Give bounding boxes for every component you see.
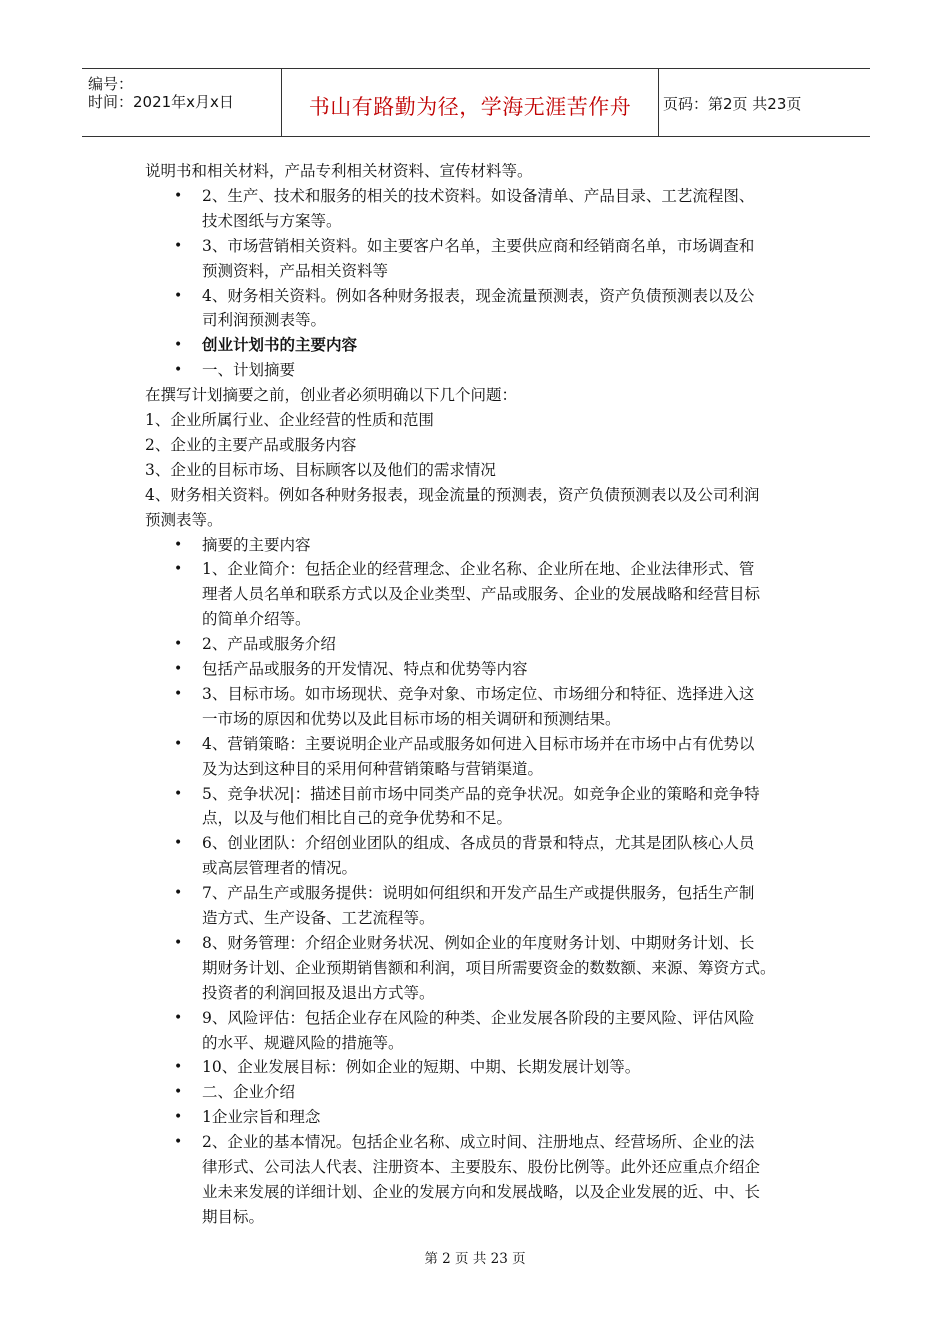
text-line: 点，以及与他们相比自己的竞争优势和不足。 (202, 809, 513, 828)
bullet-marker: • (174, 685, 183, 702)
header-meta-cell (82, 69, 282, 136)
text-line: 期财务计划、企业预期销售额和利润，项目所需要资金的数数额、来源、筹资方式。 (202, 958, 776, 977)
text-line: 的简单介绍等。 (202, 610, 311, 629)
section-heading: 创业计划书的主要内容 (202, 335, 358, 355)
bullet-marker: • (174, 1084, 183, 1101)
bullet-marker: • (174, 1109, 183, 1126)
text-line: 的水平、规避风险的措施等。 (202, 1033, 404, 1052)
text-line: 7、产品生产或服务提供：说明如何组织和开发产品生产或提供服务，包括生产制 (202, 884, 755, 903)
text-line: 一、计划摘要 (202, 361, 296, 380)
text-line: 3、企业的目标市场、目标顾客以及他们的需求情况 (145, 460, 496, 479)
text-line: 1企业宗旨和理念 (202, 1108, 321, 1127)
bullet-marker: • (174, 287, 183, 304)
bullet-marker: • (174, 337, 183, 354)
text-line: 造方式、生产设备、工艺流程等。 (202, 909, 435, 927)
text-line: 2、企业的基本情况。包括企业名称、成立时间、注册地点、经营场所、企业的法 (202, 1133, 755, 1152)
bullet-marker: • (174, 536, 183, 553)
text-line: 律形式、公司法人代表、注册资本、主要股东、股份比例等。此外还应重点介绍企 (202, 1158, 761, 1176)
text-line: 期目标。 (202, 1207, 265, 1226)
text-line: 司利润预测表等。 (202, 311, 327, 330)
bullet-marker: • (174, 735, 183, 752)
text-line: 投资者的利润回报及退出方式等。 (202, 983, 435, 1002)
text-line: 3、市场营销相关资料。如主要客户名单，主要供应商和经销商名单，市场调查和 (202, 236, 755, 255)
text-line: 一市场的原因和优势以及此目标市场的相关调研和预测结果。 (202, 709, 621, 728)
text-line: 技术图纸与方案等。 (202, 211, 342, 230)
bullet-marker: • (174, 362, 183, 379)
text-line: 1、企业简介：包括企业的经营理念、企业名称、企业所在地、企业法律形式、管 (202, 560, 755, 579)
text-line: 3、目标市场。如市场现状、竞争对象、市场定位、市场细分和特征、选择进入这 (202, 684, 755, 703)
header-motto-cell (282, 69, 659, 136)
bullet-marker: • (174, 561, 183, 578)
bullet-marker: • (174, 636, 183, 653)
bullet-marker: • (174, 885, 183, 902)
text-line: 在撰写计划摘要之前，创业者必须明确以下几个问题： (145, 386, 518, 405)
text-line: 或高层管理者的情况。 (202, 859, 358, 878)
text-line: 5、竞争状况|：描述目前市场中同类产品的竞争状况。如竞争企业的策略和竞争特 (202, 784, 760, 803)
text-line: 理者人员名单和联系方式以及企业类型、产品或服务、企业的发展战略和经营目标 (202, 585, 761, 604)
header-page-cell (659, 69, 870, 136)
text-line: 4、财务相关资料。例如各种财务报表，现金流量预测表，资产负债预测表以及公 (202, 286, 755, 305)
document-date: 时间：2021年x月x日 (88, 93, 234, 111)
bullet-marker: • (174, 661, 183, 677)
text-line: 二、企业介绍 (202, 1083, 296, 1102)
bullet-marker: • (174, 187, 183, 204)
text-line: 2、产品或服务介绍 (202, 635, 336, 654)
page-header (82, 68, 870, 137)
text-line: 10、企业发展目标：例如企业的短期、中期、长期发展计划等。 (202, 1058, 641, 1077)
text-line: 4、营销策略：主要说明企业产品或服务如何进入目标市场并在市场中占有优势以 (202, 734, 755, 753)
header-page-code: 页码：第2页 共23页 (663, 95, 802, 113)
text-line: 4、财务相关资料。例如各种财务报表，现金流量的预测表，资产负债预测表以及公司利润 (145, 485, 760, 504)
text-line: 及为达到这种目的采用何种营销策略与营销渠道。 (202, 759, 544, 778)
text-line: 预测表等。 (145, 510, 223, 529)
text-line: 包括产品或服务的开发情况、特点和优势等内容 (202, 660, 528, 678)
text-line: 2、生产、技术和服务的相关的技术资料。如设备清单、产品目录、工艺流程图、 (202, 186, 755, 205)
header-motto: 书山有路勤为径，学海无涯苦作舟 (308, 95, 632, 119)
bullet-marker: • (174, 1134, 183, 1151)
text-line: 2、企业的主要产品或服务内容 (145, 435, 357, 454)
text-line: 业未来发展的详细计划、企业的发展方向和发展战略，以及企业发展的近、中、长 (202, 1182, 761, 1201)
bullet-marker: • (174, 835, 183, 852)
page-footer: 第 2 页 共 23 页 (424, 1251, 526, 1267)
text-line: 9、风险评估：包括企业存在风险的种类、企业发展各阶段的主要风险、评估风险 (202, 1008, 755, 1027)
document-number-label: 编号： (88, 75, 134, 93)
text-line: 预测资料，产品相关资料等 (202, 261, 389, 280)
bullet-marker: • (174, 785, 183, 802)
text-line: 6、创业团队：介绍创业团队的组成、各成员的背景和特点，尤其是团队核心人员 (202, 834, 755, 853)
bullet-marker: • (174, 1059, 183, 1076)
bullet-marker: • (174, 1009, 183, 1026)
text-line: 8、财务管理：介绍企业财务状况、例如企业的年度财务计划、中期财务计划、长 (202, 933, 755, 952)
text-line: 1、企业所属行业、企业经营的性质和范围 (145, 411, 434, 429)
bullet-marker: • (174, 237, 183, 254)
text-line: 说明书和相关材料，产品专利相关材资料、宣传材料等。 (145, 162, 533, 180)
text-line: 摘要的主要内容 (202, 535, 311, 554)
bullet-marker: • (174, 934, 183, 951)
